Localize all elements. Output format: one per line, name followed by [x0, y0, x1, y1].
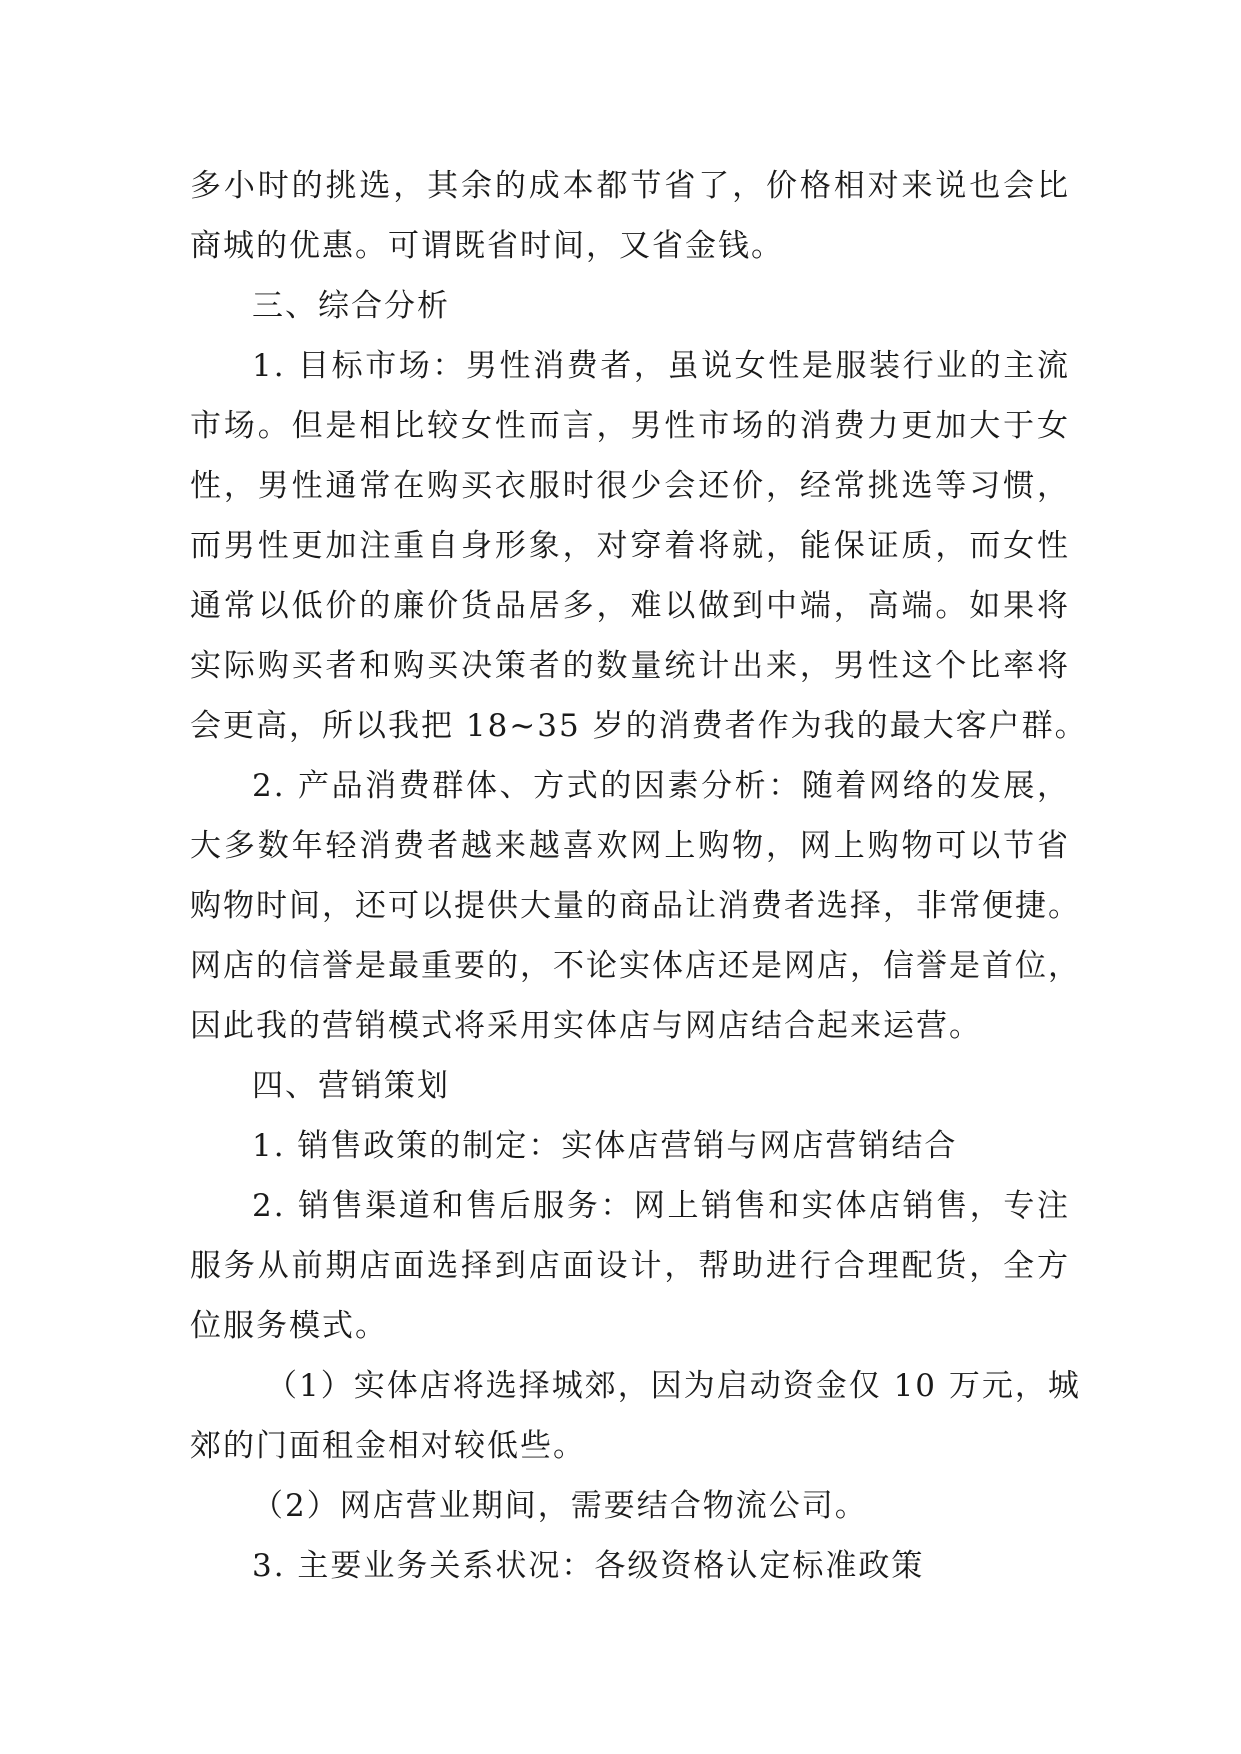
body-line: 1. 销售政策的制定：实体店营销与网店营销结合 — [252, 1128, 958, 1164]
body-line: 性，男性通常在购买衣服时很少会还价，经常挑选等习惯， — [190, 468, 1070, 504]
body-line: 位服务模式。 — [190, 1308, 388, 1344]
body-line: 网店的信誉是最重要的，不论实体店还是网店，信誉是首位， — [190, 948, 1081, 984]
body-line: 多小时的挑选，其余的成本都节省了，价格相对来说也会比 — [190, 168, 1070, 204]
body-line: 市场。但是相比较女性而言，男性市场的消费力更加大于女 — [190, 408, 1070, 444]
body-line: 郊的门面租金相对较低些。 — [190, 1428, 586, 1464]
body-line: 服务从前期店面选择到店面设计，帮助进行合理配货，全方 — [190, 1248, 1070, 1284]
body-line: 2. 产品消费群体、方式的因素分析：随着网络的发展， — [252, 768, 1070, 804]
body-line: 因此我的营销模式将采用实体店与网店结合起来运营。 — [190, 1008, 982, 1044]
body-line: 商城的优惠。可谓既省时间，又省金钱。 — [190, 228, 784, 264]
body-line: （2）网店营业期间，需要结合物流公司。 — [252, 1488, 868, 1524]
document-body — [190, 156, 1088, 1596]
section-heading: 四、营销策划 — [252, 1068, 450, 1104]
body-line: 而男性更加注重自身形象，对穿着将就，能保证质，而女性 — [190, 528, 1070, 564]
body-line: 实际购买者和购买决策者的数量统计出来，男性这个比率将 — [190, 648, 1070, 684]
body-line: 2. 销售渠道和售后服务：网上销售和实体店销售，专注 — [252, 1188, 1070, 1224]
body-line: 1. 目标市场：男性消费者，虽说女性是服装行业的主流 — [252, 348, 1070, 384]
body-line: 购物时间，还可以提供大量的商品让消费者选择，非常便捷。 — [190, 888, 1081, 924]
body-line: 通常以低价的廉价货品居多，难以做到中端，高端。如果将 — [190, 588, 1070, 624]
body-line: 会更高，所以我把 18~35 岁的消费者作为我的最大客户群。 — [190, 708, 1088, 744]
body-line: 大多数年轻消费者越来越喜欢网上购物，网上购物可以节省 — [190, 828, 1070, 864]
body-line: 3. 主要业务关系状况：各级资格认定标准政策 — [252, 1548, 925, 1584]
body-line: （1）实体店将选择城郊，因为启动资金仅 10 万元，城 — [266, 1368, 1081, 1404]
section-heading: 三、综合分析 — [252, 288, 450, 324]
